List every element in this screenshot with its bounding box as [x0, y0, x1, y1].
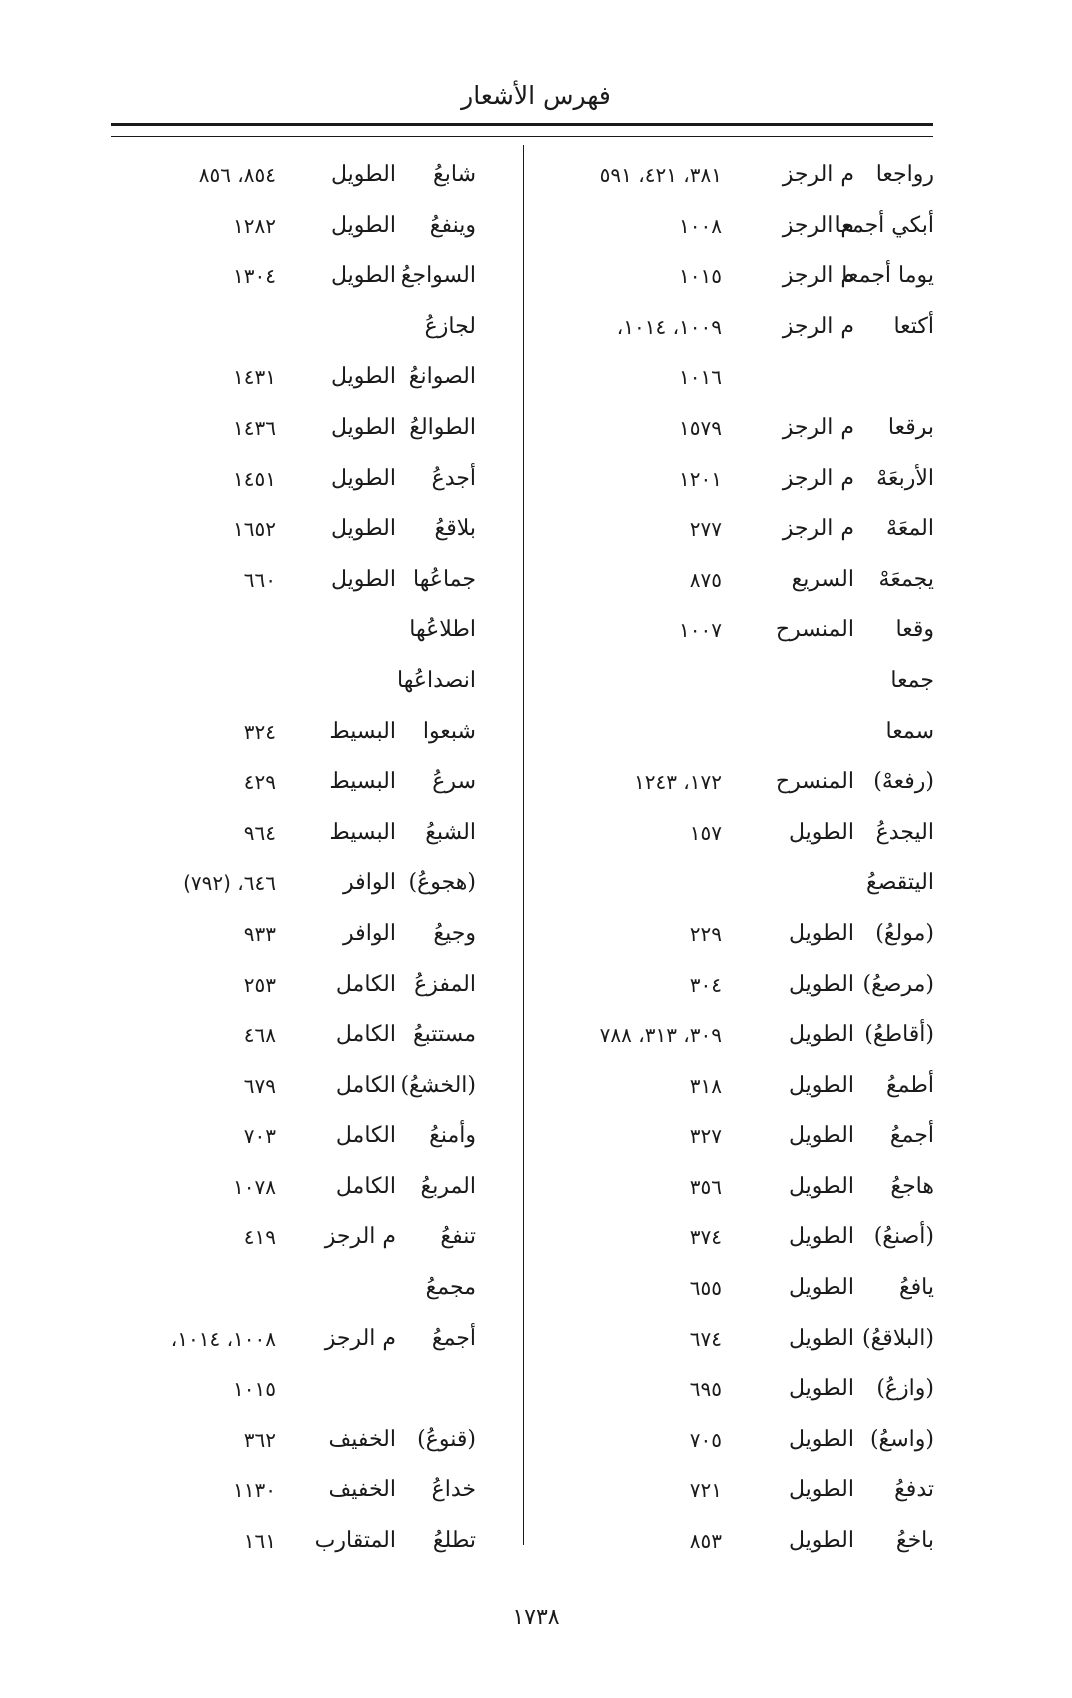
- index-entry-row: [530, 249, 934, 300]
- poetic-meter: الكامل: [335, 1022, 396, 1048]
- page-references: ٦٥٥: [689, 1276, 722, 1301]
- index-entry-row: [530, 1109, 934, 1160]
- verse-rhyme-word: جماعُها: [413, 566, 476, 592]
- poetic-meter: الطويل: [330, 516, 396, 542]
- poetic-meter: الطويل: [330, 566, 396, 592]
- verse-rhyme-word: السواجعُ: [400, 263, 476, 289]
- verse-rhyme-word: يجمعَهْ: [878, 566, 934, 592]
- verse-rhyme-word: (البلاقعُ): [862, 1325, 934, 1351]
- poetic-meter: الطويل: [788, 1275, 854, 1301]
- verse-rhyme-word: سرعُ: [432, 769, 476, 795]
- page-references: ١٢٠١: [679, 466, 722, 491]
- verse-rhyme-word: (قنوعُ): [417, 1426, 476, 1452]
- page-references: ٦٩٥: [689, 1377, 722, 1402]
- index-entry-row: [70, 401, 518, 452]
- page-references: ١٤٣٦: [233, 415, 276, 440]
- page-references: ١٢٨٢: [233, 213, 276, 238]
- poetic-meter: م الرجز: [782, 212, 854, 238]
- poetic-meter: الطويل: [788, 1477, 854, 1503]
- index-entry-row: [530, 1008, 934, 1059]
- verse-rhyme-word: بلاقعُ: [434, 516, 476, 542]
- index-entry-row: [70, 603, 518, 654]
- page-references: ٧٠٣: [243, 1124, 276, 1149]
- page-references: ٣٥٦: [689, 1174, 722, 1199]
- verse-rhyme-word: (أقاطعُ): [864, 1022, 934, 1048]
- page-references: ١٠٠٧: [679, 618, 722, 643]
- page-references: ٣٠٤: [689, 972, 722, 997]
- index-entry-row: [530, 1362, 934, 1413]
- header-rule-thin: [111, 136, 933, 137]
- verse-rhyme-word: المربعُ: [420, 1173, 476, 1199]
- page-references: ٤٢٩: [243, 770, 276, 795]
- page-number: ١٧٣٨: [512, 1605, 560, 1630]
- index-entry-row: [530, 907, 934, 958]
- page-references: ٨٧٥: [689, 567, 722, 592]
- page-references: ١٥٧٩: [679, 415, 722, 440]
- poetic-meter: الوافر: [343, 920, 396, 946]
- page-references: ١٧٢، ١٢٤٣: [633, 770, 722, 795]
- poetic-meter: الكامل: [335, 971, 396, 997]
- verse-rhyme-word: الصوانعُ: [408, 364, 476, 390]
- verse-rhyme-word: أجمعُ: [431, 1325, 476, 1351]
- page-references: ٣٢٤: [243, 719, 276, 744]
- poetic-meter: الطويل: [788, 1376, 854, 1402]
- verse-rhyme-word: شابعُ: [433, 162, 476, 187]
- verse-rhyme-word: (رفعهْ): [873, 769, 934, 795]
- verse-rhyme-word: انصداعُها: [397, 667, 476, 693]
- verse-rhyme-word: (وازعُ): [876, 1376, 934, 1402]
- poetic-meter: الطويل: [788, 1072, 854, 1098]
- poetic-meter: م الرجز: [324, 1224, 396, 1250]
- verse-rhyme-word: المفزعُ: [414, 971, 476, 997]
- column-divider: [523, 145, 524, 1545]
- page-references: ٤٦٨: [243, 1023, 276, 1048]
- poetic-meter: الطويل: [788, 1123, 854, 1149]
- index-entry-row: [70, 705, 518, 756]
- verse-rhyme-word: تطلعُ: [432, 1528, 476, 1554]
- index-entry-row: [530, 350, 934, 401]
- page-references: ٦٦٠: [243, 567, 276, 592]
- verse-rhyme-word: جمعا: [890, 667, 934, 693]
- poetic-meter: م الرجز: [782, 263, 854, 289]
- index-entry-row: [530, 199, 934, 250]
- verse-rhyme-word: اطلاعُها: [409, 617, 476, 643]
- poetic-meter: الطويل: [788, 1022, 854, 1048]
- verse-rhyme-word: (أصنعُ): [873, 1224, 934, 1250]
- index-entry-row: [530, 705, 934, 756]
- page-references: ٩٦٤: [243, 820, 276, 845]
- verse-rhyme-word: برقعا: [887, 414, 934, 440]
- verse-rhyme-word: أطمعُ: [885, 1072, 934, 1098]
- poetic-meter: الطويل: [788, 971, 854, 997]
- index-entry-row: [70, 553, 518, 604]
- verse-rhyme-word: (هجوعُ): [408, 870, 476, 896]
- poetic-meter: الوافر: [343, 870, 396, 896]
- index-entry-row: [530, 502, 934, 553]
- verse-rhyme-word: وأمنعُ: [429, 1123, 476, 1149]
- page-references: ٧٠٥: [689, 1427, 722, 1452]
- verse-rhyme-word: المعَهْ: [886, 516, 934, 542]
- verse-rhyme-word: وقعا: [895, 617, 934, 643]
- index-entry-row: [70, 452, 518, 503]
- verse-rhyme-word: اليجدعُ: [875, 819, 934, 845]
- verse-rhyme-word: مستتبعُ: [412, 1022, 476, 1048]
- page-references: ١٥٧: [689, 820, 722, 845]
- index-entry-row: [70, 907, 518, 958]
- poetic-meter: المنسرح: [775, 617, 854, 643]
- page-references: ٤١٩: [243, 1225, 276, 1250]
- poetic-meter: الطويل: [330, 414, 396, 440]
- index-entry-row: [530, 1261, 934, 1312]
- verse-rhyme-word: تنفعُ: [440, 1224, 476, 1250]
- index-entry-row: [530, 148, 934, 199]
- page-references: ٨٥٣: [689, 1529, 722, 1554]
- page-references: ١٦٥٢: [233, 517, 276, 542]
- poetic-meter: م الرجز: [324, 1325, 396, 1351]
- index-entry-row: [70, 249, 518, 300]
- verse-rhyme-word: أجدعُ: [431, 465, 476, 491]
- verse-rhyme-word: خداعُ: [431, 1477, 476, 1503]
- index-entry-row: [70, 502, 518, 553]
- index-entry-row: [70, 958, 518, 1009]
- page-references: ٣٦٢: [243, 1427, 276, 1452]
- index-entry-row: [70, 350, 518, 401]
- poetic-meter: م الرجز: [782, 414, 854, 440]
- index-entry-row: [530, 553, 934, 604]
- page-references: ١٠٠٨: [679, 213, 722, 238]
- index-entry-row: [70, 1413, 518, 1464]
- index-entry-row: [530, 958, 934, 1009]
- index-entry-row: [530, 654, 934, 705]
- poetic-meter: م الرجز: [782, 162, 854, 187]
- page-references: ٨٥٤، ٨٥٦: [198, 163, 276, 187]
- poetic-meter: الطويل: [788, 819, 854, 845]
- page-references: ١٤٣١: [233, 365, 276, 390]
- poetic-meter: المتقارب: [314, 1528, 396, 1554]
- page-references: ١٦١: [243, 1529, 276, 1554]
- page-references: ٣٧٤: [689, 1225, 722, 1250]
- poetic-meter: المنسرح: [775, 769, 854, 795]
- index-entry-row: [530, 1059, 934, 1110]
- index-entry-row: [70, 1059, 518, 1110]
- index-entry-row: [70, 300, 518, 351]
- poetic-meter: م الرجز: [782, 465, 854, 491]
- poetic-meter: الخفيف: [328, 1477, 396, 1503]
- poetic-meter: الطويل: [788, 920, 854, 946]
- index-entry-row: [530, 1514, 934, 1565]
- poetic-meter: م الرجز: [782, 516, 854, 542]
- index-entry-row: [70, 148, 518, 199]
- verse-rhyme-word: اليتقصعُ: [865, 870, 934, 896]
- index-entry-row: [530, 603, 934, 654]
- index-entry-row: [70, 755, 518, 806]
- page-references: ٦٧٩: [243, 1073, 276, 1098]
- page-references: ٩٣٣: [243, 921, 276, 946]
- poetic-meter: الطويل: [330, 364, 396, 390]
- verse-rhyme-word: (الخشعُ): [400, 1072, 476, 1098]
- page-references: ١٠١٥: [233, 1377, 276, 1402]
- page-references: ١٠١٥: [679, 264, 722, 289]
- page-references: ١٣٠٤: [233, 264, 276, 289]
- index-entry-row: [70, 1160, 518, 1211]
- verse-rhyme-word: يافعُ: [898, 1275, 934, 1301]
- poetic-meter: الطويل: [788, 1224, 854, 1250]
- page-references: ١٤٥١: [233, 466, 276, 491]
- verse-rhyme-word: وينفعُ: [429, 212, 476, 238]
- verse-rhyme-word: رواجعا: [875, 162, 934, 187]
- page-references: ٣٨١، ٤٢١، ٥٩١: [599, 163, 722, 187]
- poetic-meter: الكامل: [335, 1173, 396, 1199]
- index-entry-row: [70, 1514, 518, 1565]
- poetic-meter: الكامل: [335, 1123, 396, 1149]
- verse-rhyme-word: تدفعُ: [894, 1477, 934, 1503]
- verse-rhyme-word: (مولعُ): [875, 920, 934, 946]
- index-entry-row: [70, 1210, 518, 1261]
- verse-rhyme-word: أكتعا: [893, 313, 934, 339]
- verse-rhyme-word: لجازعُ: [424, 313, 476, 339]
- poetic-meter: البسيط: [329, 819, 396, 845]
- poetic-meter: الطويل: [330, 162, 396, 187]
- verse-rhyme-word: (واسعُ): [869, 1426, 934, 1452]
- index-entry-row: [530, 300, 934, 351]
- index-entry-row: [70, 199, 518, 250]
- index-entry-row: [70, 1362, 518, 1413]
- poetic-meter: الطويل: [330, 212, 396, 238]
- verse-rhyme-word: أبكي أجمعا: [834, 212, 934, 238]
- verse-rhyme-word: الأربعَهْ: [876, 465, 934, 491]
- index-entry-row: [530, 452, 934, 503]
- poetic-meter: الكامل: [335, 1072, 396, 1098]
- page-references: ١١٣٠: [233, 1478, 276, 1503]
- page-references: ١٠٠٩، ١٠١٤،: [616, 314, 722, 339]
- verse-rhyme-word: يوما أجمعا: [841, 263, 934, 289]
- poetic-meter: السريع: [791, 566, 854, 592]
- poetic-meter: البسيط: [329, 769, 396, 795]
- page-references: ١٠٧٨: [233, 1174, 276, 1199]
- index-entry-row: [530, 856, 934, 907]
- index-entry-row: [70, 856, 518, 907]
- page-references: ٢٢٩: [689, 921, 722, 946]
- verse-rhyme-word: أجمعُ: [889, 1123, 934, 1149]
- verse-rhyme-word: مجمعُ: [425, 1275, 476, 1301]
- poetic-meter: الطويل: [330, 263, 396, 289]
- poetic-meter: الخفيف: [328, 1426, 396, 1452]
- index-entry-row: [530, 1463, 934, 1514]
- poetic-meter: الطويل: [788, 1528, 854, 1554]
- verse-rhyme-word: الطوالعُ: [409, 414, 476, 440]
- page-references: ٣٢٧: [689, 1124, 722, 1149]
- page-references: ٢٥٣: [243, 972, 276, 997]
- poetic-meter: الطويل: [330, 465, 396, 491]
- page-references: ٢٧٧: [689, 517, 722, 542]
- page-references: ٦٧٤: [689, 1326, 722, 1351]
- page-title: فهرس الأشعار: [461, 81, 611, 110]
- header-rule-thick: [111, 123, 933, 126]
- verse-rhyme-word: (مرصعُ): [862, 971, 934, 997]
- index-entry-row: [70, 1463, 518, 1514]
- poetic-meter: الطويل: [788, 1325, 854, 1351]
- verse-rhyme-word: هاجعُ: [890, 1173, 934, 1199]
- poetic-meter: م الرجز: [782, 313, 854, 339]
- index-entry-row: [70, 1312, 518, 1363]
- poetic-meter: الطويل: [788, 1426, 854, 1452]
- index-entry-row: [530, 1312, 934, 1363]
- index-entry-row: [70, 1109, 518, 1160]
- verse-rhyme-word: باخعُ: [895, 1528, 934, 1554]
- poetic-meter: البسيط: [329, 718, 396, 744]
- index-entry-row: [70, 654, 518, 705]
- page-references: ١٠١٦: [679, 365, 722, 390]
- index-entry-row: [530, 1413, 934, 1464]
- index-entry-row: [530, 1160, 934, 1211]
- index-entry-row: [70, 1261, 518, 1312]
- index-entry-row: [530, 806, 934, 857]
- index-entry-row: [530, 1210, 934, 1261]
- index-column-left: [70, 148, 518, 1565]
- page-references: ٣١٨: [689, 1073, 722, 1098]
- index-entry-row: [530, 401, 934, 452]
- index-entry-row: [70, 1008, 518, 1059]
- verse-rhyme-word: وجيعُ: [433, 920, 476, 946]
- index-entry-row: [70, 806, 518, 857]
- page-references: ٧٢١: [689, 1478, 722, 1503]
- page-references: ١٠٠٨، ١٠١٤،: [170, 1326, 276, 1351]
- verse-rhyme-word: شبعوا: [422, 718, 476, 744]
- page-references: ٦٤٦، (٧٩٢): [183, 871, 276, 896]
- index-column-right: [530, 148, 934, 1565]
- poetic-meter: الطويل: [788, 1173, 854, 1199]
- verse-rhyme-word: سمعا: [885, 718, 934, 744]
- page-references: ٣٠٩، ٣١٣، ٧٨٨: [599, 1023, 722, 1048]
- index-entry-row: [530, 755, 934, 806]
- verse-rhyme-word: الشبعُ: [425, 819, 476, 845]
